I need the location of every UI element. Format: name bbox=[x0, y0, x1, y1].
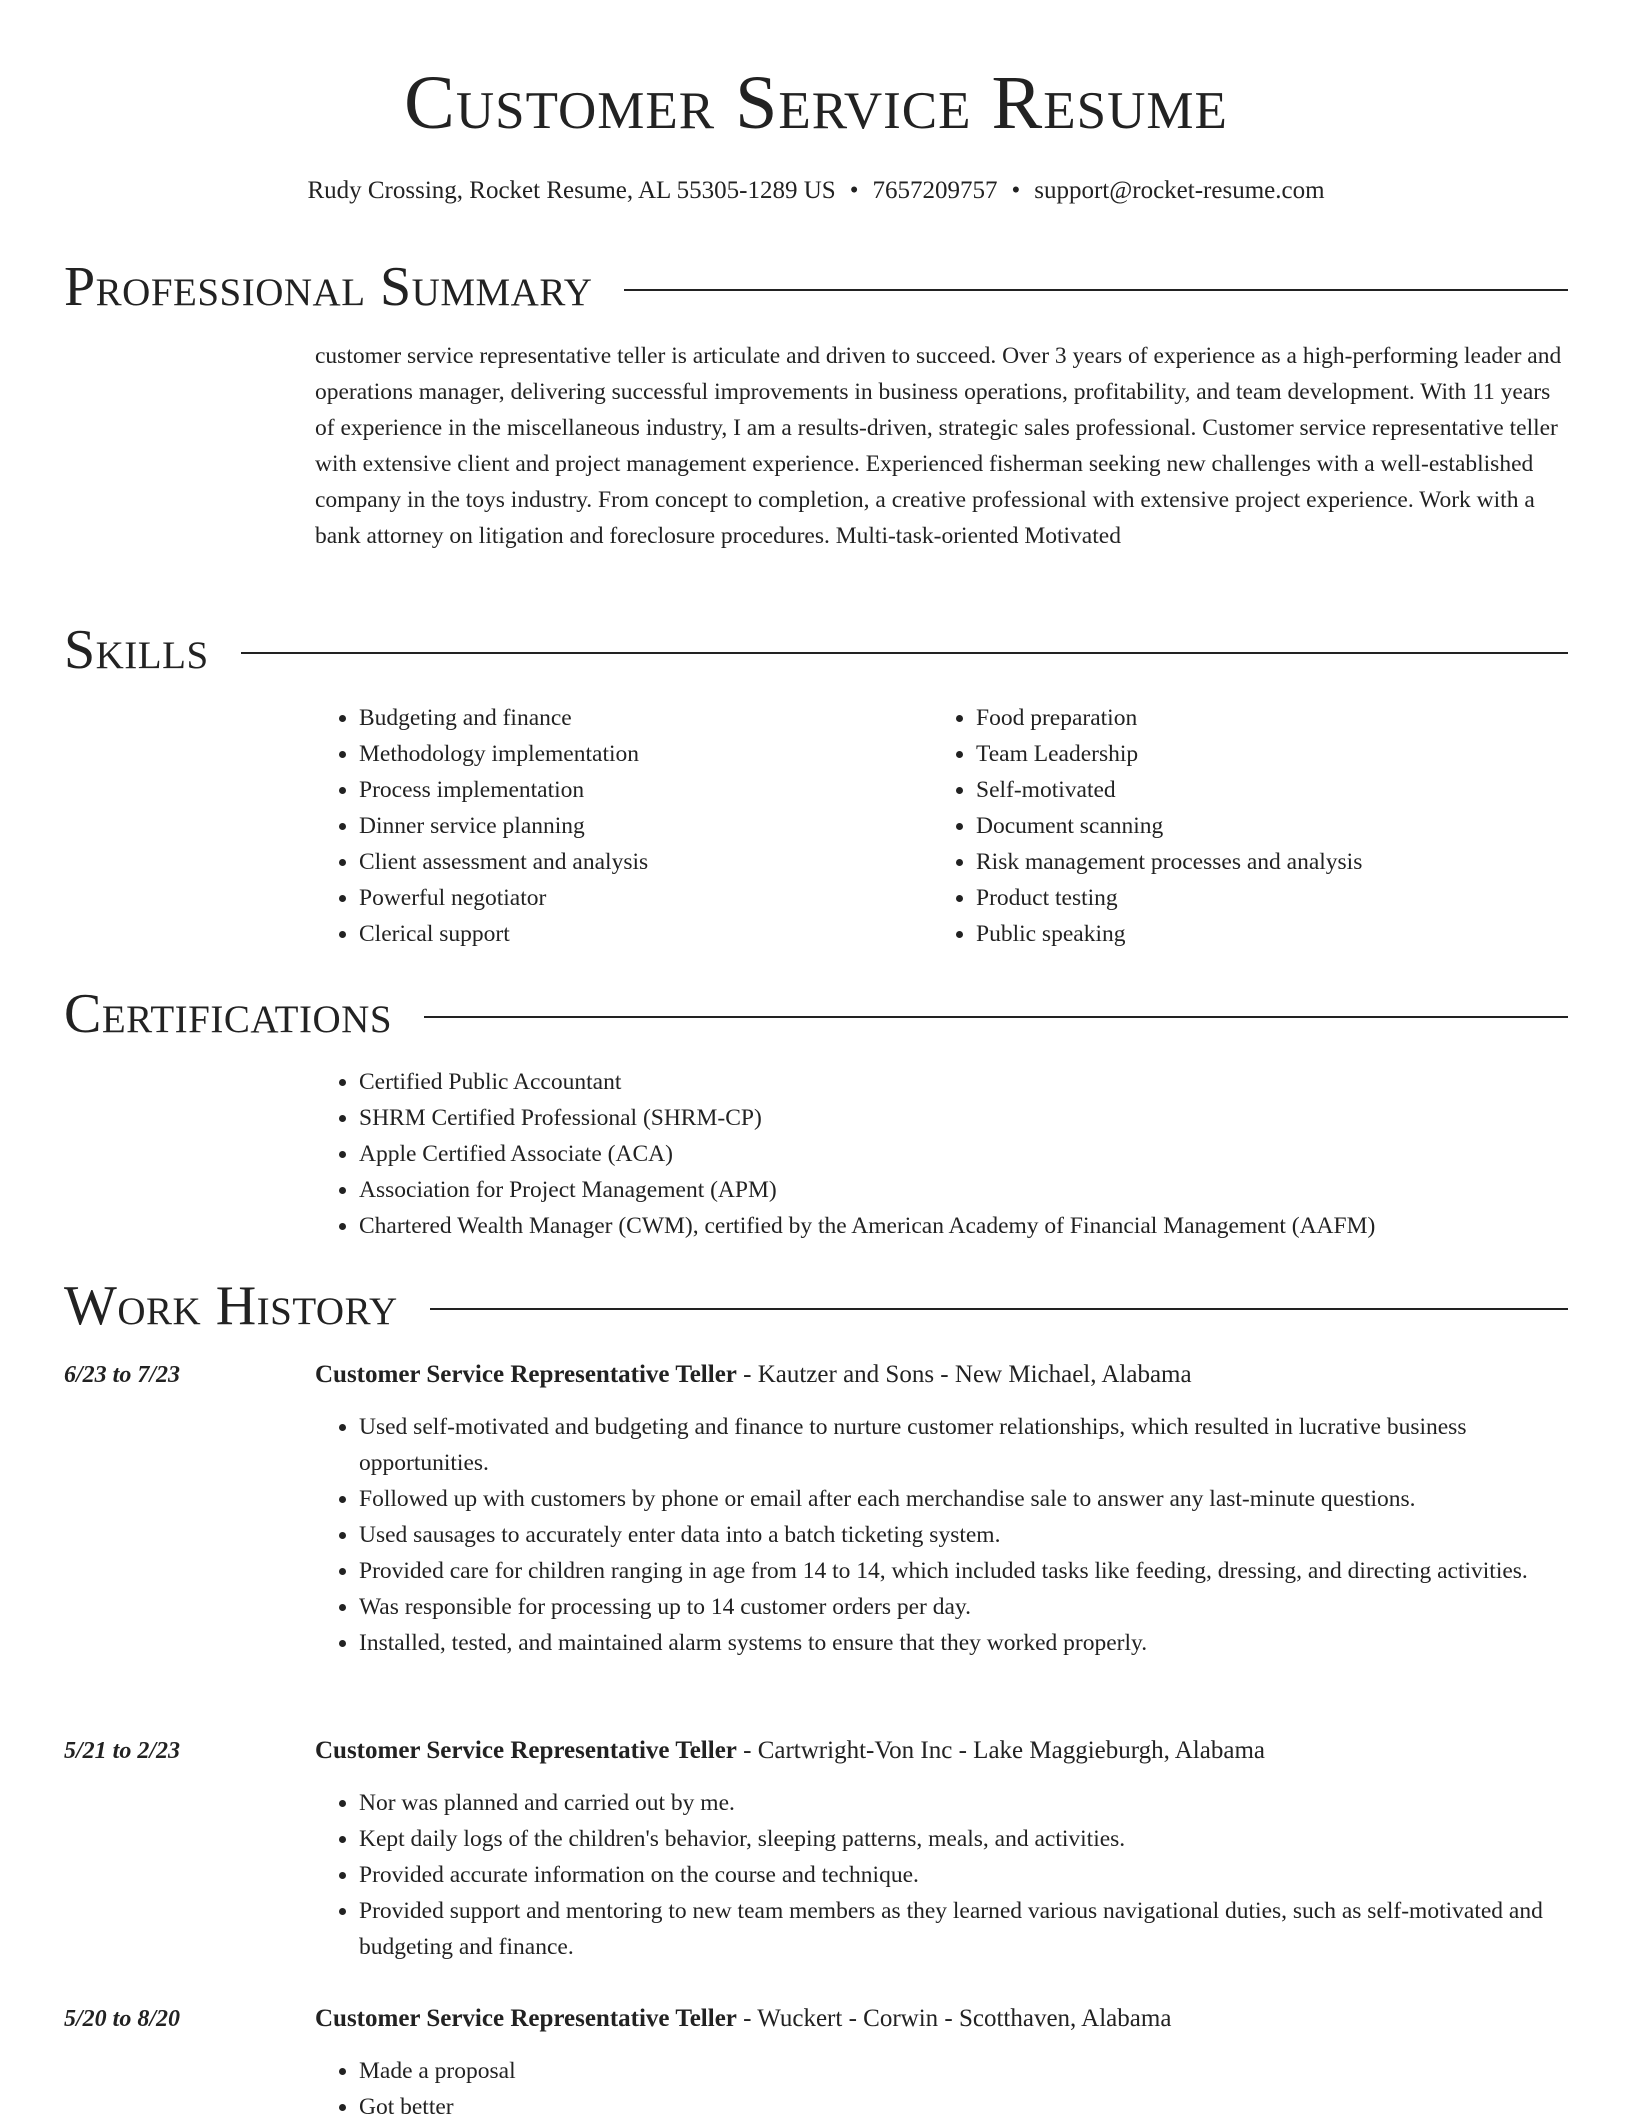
certifications-heading: Certifications bbox=[64, 983, 393, 1045]
work-history-heading: Work History bbox=[64, 1275, 398, 1337]
skill-item: • Process implementation bbox=[359, 772, 885, 808]
skill-item: • Public speaking bbox=[976, 916, 1572, 952]
duty-item: • Got better bbox=[359, 2089, 1568, 2125]
work-history-section-header bbox=[64, 1274, 1568, 1338]
certification-item: • Association for Project Management (APM) bbox=[359, 1172, 1575, 1208]
contact-line bbox=[0, 175, 1632, 207]
job-role: Customer Service Representative Teller bbox=[315, 2005, 737, 2032]
duties-list bbox=[315, 2053, 1568, 2125]
skill-item: • Self-motivated bbox=[976, 772, 1572, 808]
job-dates: 5/20 to 8/20 bbox=[64, 2006, 181, 2032]
certifications-section-header bbox=[64, 982, 1568, 1046]
certification-item: • Apple Certified Associate (ACA) bbox=[359, 1136, 1575, 1172]
skill-item: • Document scanning bbox=[976, 808, 1572, 844]
job-employer-location: - Kautzer and Sons - New Michael, Alabama bbox=[736, 1361, 1192, 1388]
duties-list bbox=[315, 1785, 1568, 1965]
certification-item: • Chartered Wealth Manager (CWM), certified by the American Academy of Financial Management (AAFM) bbox=[359, 1208, 1575, 1244]
duty-item: • Provided accurate information on the course and technique. bbox=[359, 1857, 1568, 1893]
section-divider bbox=[424, 1016, 1568, 1018]
duty-item: • Was responsible for processing up to 14 customer orders per day. bbox=[359, 1589, 1568, 1625]
skill-item: • Client assessment and analysis bbox=[359, 844, 885, 880]
certification-item: • SHRM Certified Professional (SHRM-CP) bbox=[359, 1100, 1575, 1136]
skill-item: • Team Leadership bbox=[976, 736, 1572, 772]
job-dates: 5/21 to 2/23 bbox=[64, 1738, 181, 1764]
duties-list bbox=[315, 1409, 1568, 1661]
duty-item: • Followed up with customers by phone or email after each merchandise sale to answer any last-minute questions. bbox=[359, 1481, 1568, 1517]
duty-item: • Provided care for children ranging in age from 14 to 14, which included tasks like feeding, dressing, and directing activities. bbox=[359, 1553, 1568, 1589]
job-duties bbox=[315, 1785, 1568, 1965]
skills-list-right bbox=[932, 700, 1572, 952]
skills-column-left bbox=[315, 700, 885, 952]
contact-email: support@rocket-resume.com bbox=[1034, 177, 1325, 204]
skill-item: • Food preparation bbox=[976, 700, 1572, 736]
duty-item: • Nor was planned and carried out by me. bbox=[359, 1785, 1568, 1821]
job-employer-location: - Wuckert - Corwin - Scotthaven, Alabama bbox=[736, 2005, 1172, 2032]
skill-item: • Dinner service planning bbox=[359, 808, 885, 844]
contact-address: Rudy Crossing, Rocket Resume, AL 55305-1289 US bbox=[307, 177, 836, 204]
section-divider bbox=[430, 1308, 1568, 1310]
duty-item: • Installed, tested, and maintained alarm systems to ensure that they worked properly. bbox=[359, 1625, 1568, 1661]
summary-heading: Professional Summary bbox=[64, 256, 593, 318]
skill-item: • Risk management processes and analysis bbox=[976, 844, 1572, 880]
job-title-line bbox=[315, 1357, 1192, 1393]
resume-title: Customer Service Resume bbox=[404, 61, 1228, 145]
skill-item: • Product testing bbox=[976, 880, 1572, 916]
job-role: Customer Service Representative Teller bbox=[315, 1361, 737, 1388]
job-duties bbox=[315, 1409, 1568, 1661]
summary-section-header bbox=[64, 255, 1568, 319]
skills-column-right bbox=[932, 700, 1572, 952]
certifications-list bbox=[315, 1064, 1575, 1244]
duty-item: • Kept daily logs of the children's behavior, sleeping patterns, meals, and activities. bbox=[359, 1821, 1568, 1857]
duty-item: • Used sausages to accurately enter data into a batch ticketing system. bbox=[359, 1517, 1568, 1553]
summary-text: customer service representative teller is articulate and driven to succeed. Over 3 years of experience as a high-performing leader and operations manager, delivering successful improvements in business operations, profitability, and team development. With 11 years of experience in the miscellaneous industry, I am a results-driven, strategic sales professional. Customer service representative teller with extensive client and project management experience. Experienced fisherman seeking new challenges with a well-established company in the toys industry. From concept to completion, a creative professional with extensive project experience. Work with a bank attorney on litigation and foreclosure procedures. Multi-task-oriented Motivated bbox=[315, 343, 1562, 549]
contact-phone: 7657209757 bbox=[872, 177, 998, 204]
section-divider bbox=[241, 652, 1568, 654]
skills-heading: Skills bbox=[64, 619, 209, 681]
duty-item: • Made a proposal bbox=[359, 2053, 1568, 2089]
certifications-block bbox=[315, 1064, 1575, 1244]
job-title-line bbox=[315, 2001, 1171, 2037]
job-title-line bbox=[315, 1733, 1265, 1769]
job-role: Customer Service Representative Teller bbox=[315, 1737, 737, 1764]
job-duties bbox=[315, 2053, 1568, 2125]
duty-item: • Provided support and mentoring to new team members as they learned various navigational duties, such as self-motivated and budgeting and finance. bbox=[359, 1893, 1568, 1965]
skill-item: • Clerical support bbox=[359, 916, 885, 952]
job-dates: 6/23 to 7/23 bbox=[64, 1362, 181, 1388]
contact-separator: • bbox=[849, 177, 859, 204]
section-divider bbox=[624, 289, 1568, 291]
skills-list-left bbox=[315, 700, 885, 952]
contact-separator: • bbox=[1011, 177, 1021, 204]
skill-item: • Budgeting and finance bbox=[359, 700, 885, 736]
skills-section-header bbox=[64, 618, 1568, 682]
skill-item: • Powerful negotiator bbox=[359, 880, 885, 916]
skill-item: • Methodology implementation bbox=[359, 736, 885, 772]
job-employer-location: - Cartwright-Von Inc - Lake Maggieburgh, Alabama bbox=[736, 1737, 1265, 1764]
certification-item: • Certified Public Accountant bbox=[359, 1064, 1575, 1100]
duty-item: • Used self-motivated and budgeting and finance to nurture customer relationships, which resulted in lucrative business opportunities. bbox=[359, 1409, 1568, 1481]
